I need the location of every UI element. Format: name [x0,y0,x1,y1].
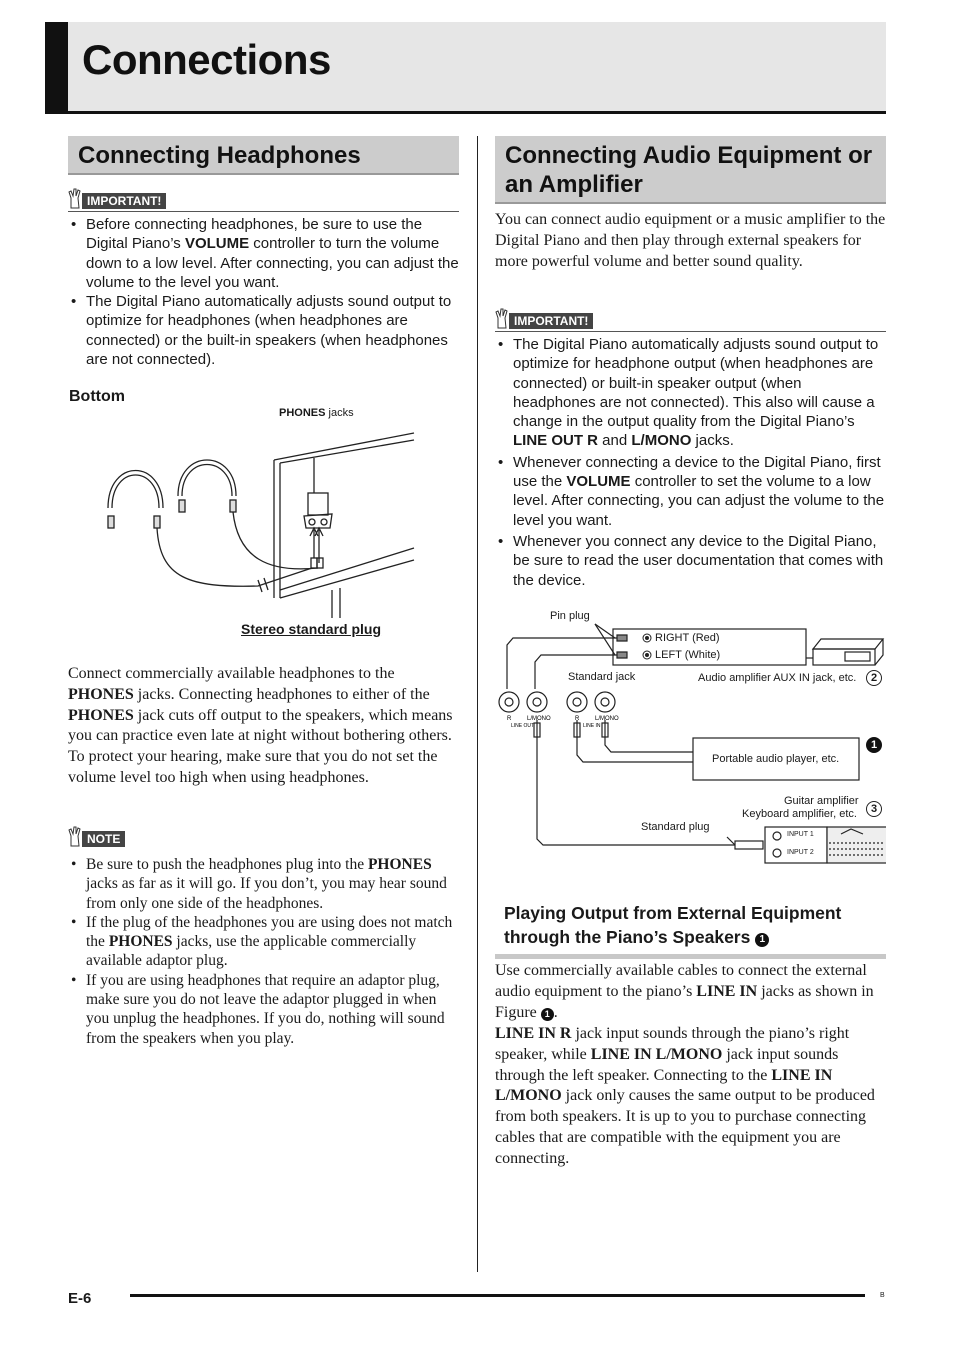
headphones-section-header [68,136,459,175]
figure-number-1: 1 [866,737,882,753]
note-label: NOTE [82,831,125,847]
list-item: • Whenever you connect any device to the Digital Piano, be sure to read the user documentation that comes with the device. [495,532,886,590]
important-rule [68,211,459,212]
left-important-box [68,188,459,369]
important-rule [495,331,886,332]
right-red-label: RIGHT (Red) [655,632,720,644]
important-label: IMPORTANT! [82,193,166,209]
line-in-label: LINE IN [583,723,601,729]
footer-mark: B [880,1292,885,1299]
standard-plug-label: Standard plug [641,821,710,833]
header-rule [45,111,886,114]
note-hand-icon [68,826,82,848]
audio-heading: Connecting Audio Equipment or an Amplifier [505,142,873,198]
headphones-illustration [68,418,459,618]
chapter-header [45,22,886,114]
footer-rule [130,1294,865,1297]
header-bar [45,22,68,114]
external-output-para2: LINE IN R jack input sounds through the piano’s right speaker, while LINE IN L/MONO jack input sounds through the left speaker. Connecting to the LINE IN L/MONO jack only causes the same output to be produced from both speakers. It is up to you to purchase connecting cables that are compatible with the equipment you are connecting. [495,1025,875,1167]
external-output-para1: Use commercially available cables to connect the external audio equipment to the piano’s LINE IN jacks as shown in Figure 1 . [495,962,874,1021]
audio-intro: You can connect audio equipment or a music amplifier to the Digital Piano and then play through external speakers for more powerful volume and better sound quality. [495,211,886,270]
portable-player-label: Portable audio player, etc. [712,753,840,765]
aux-in-label: Audio amplifier AUX IN jack, etc. [698,672,857,684]
phones-jacks-label: PHONES jacks [279,407,354,419]
figure-ref-1: 1 [541,1008,554,1021]
standard-jack-label: Standard jack [568,671,636,683]
hand-icon [68,188,82,210]
subheading-rule [495,954,886,959]
headphones-figure [68,388,459,643]
jack-label-r: R [507,716,512,722]
figure-number-3: 3 [866,801,882,817]
list-item: • Be sure to push the headphones plug into the PHONES jacks as far as it will go. If you don’t, you may hear sound from only one side of the headphones. [68,855,459,913]
guitar-amp-label: Guitar amplifier [784,795,859,807]
input1-label: INPUT 1 [787,831,814,838]
stereo-plug-label: Stereo standard plug [241,621,382,637]
input2-label: INPUT 2 [787,849,814,856]
figure-ref-1: 1 [755,933,769,947]
headphones-body: Connect commercially available headphones to the PHONES jacks. Connecting headphones to either of the PHONES jack cuts off output to the speakers, which means you can practice even late at night without bothering others. To protect your hearing, make sure that you do not set the volume level too high when using headphones. [68,665,453,786]
list-item: • The Digital Piano automatically adjusts sound output to optimize for headphone output (when headphones are connected) or built-in speaker output (when headphones are not connected). This also will cause a change in the output quality from the Digital Piano’s LINE OUT R and L/MONO jacks. [495,335,886,451]
list-item: • If the plug of the headphones you are using does not match the PHONES jacks, use the applicable commercially available adaptor plug. [68,913,459,971]
list-item: • Before connecting headphones, be sure to use the Digital Piano’s VOLUME controller to turn the volume down to a low level. After connecting, you can adjust the volume to the level you want. [68,215,459,292]
audio-section-header [495,136,886,204]
hand-icon [495,308,509,330]
jack-label-lmono: L/MONO [595,716,619,722]
line-out-label: LINE OUT [511,723,535,729]
left-important-list [68,215,459,369]
external-output-section [495,901,886,959]
list-item: • The Digital Piano automatically adjusts sound output to optimize for headphones (when headphones are connected) or the built-in speakers (when headphones are not connected). [68,292,459,369]
page-number: E-6 [68,1290,92,1307]
left-white-label: LEFT (White) [655,649,721,661]
right-important-list [495,335,886,590]
right-important-box [495,308,886,590]
keyboard-amp-label: Keyboard amplifier, etc. [742,808,857,820]
external-output-heading: Playing Output from External Equipment through the Piano’s Speakers 1 [504,903,842,947]
important-label: IMPORTANT! [509,313,593,329]
jack-label-r: R [575,716,580,722]
left-note-box [68,826,459,1048]
connection-diagram [495,605,886,870]
column-divider [477,136,478,1272]
list-item: • If you are using headphones that require an adaptor plug, make sure you do not leave the adaptor plugged in when you unplug the headphones. If you do, nothing will sound from the speakers when you play. [68,971,459,1048]
headphones-heading: Connecting Headphones [78,142,361,169]
list-item: • Whenever connecting a device to the Digital Piano, first use the VOLUME controller to set the volume to a low level. After connecting, you can adjust the volume to the level you want. [495,453,886,530]
figure-number-2: 2 [866,670,882,686]
page-title: Connections [82,36,331,83]
left-note-list [68,855,459,1048]
jack-label-lmono: L/MONO [527,716,551,722]
figure-bottom-label: Bottom [69,388,125,405]
pin-plug-label: Pin plug [550,610,590,622]
